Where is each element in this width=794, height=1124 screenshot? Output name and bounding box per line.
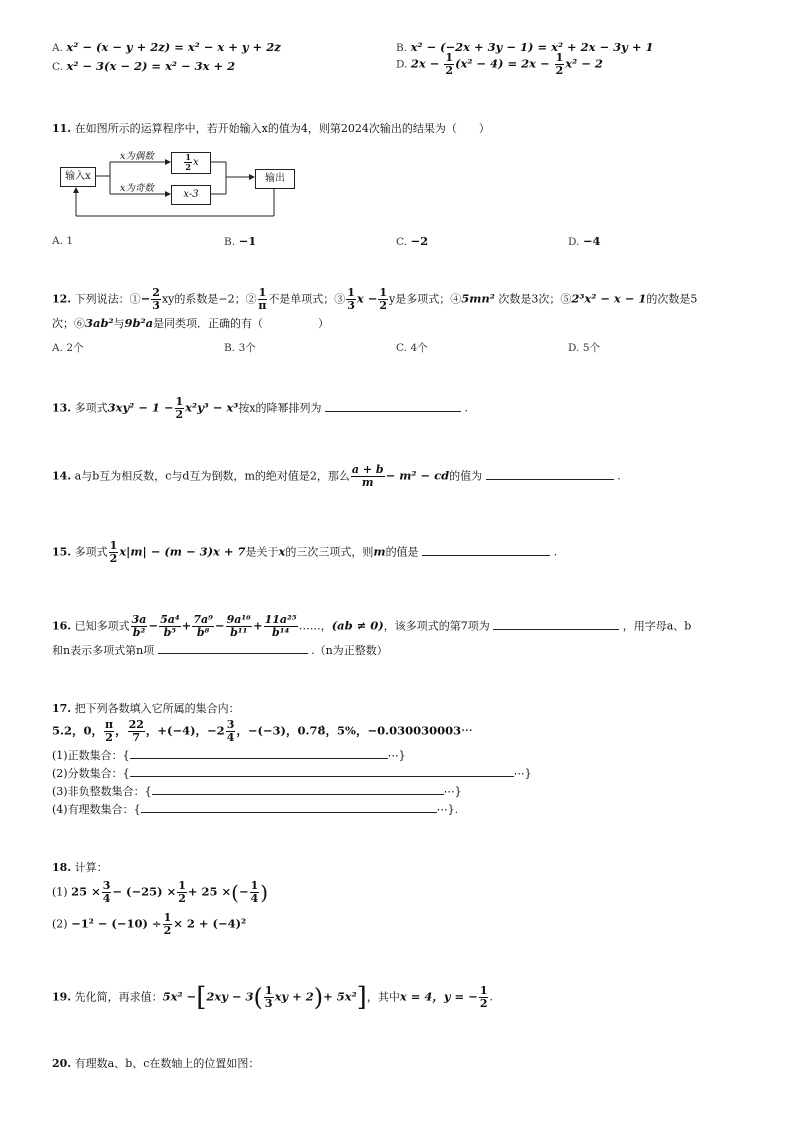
question-11-stem — [52, 122, 490, 136]
set-nonnegative-integer: (3)非负整数集合：{ ⋯} — [52, 782, 462, 799]
flowchart — [52, 146, 312, 224]
set-fraction: (2)分数集合：{ ⋯} — [52, 764, 532, 781]
fraction: $\frac{1}{3}$ — [347, 286, 355, 312]
answer-blank-nth-term[interactable] — [158, 641, 308, 654]
question-16-line1: 16. 已知多项式 $\frac{3a}{\text{b²}}$ − $\frac{\text{5a⁴}}{\text{b⁵}}$ + $\frac{\text{7a⁹}}{\text{b⁸}}$ − $\frac{\text{9a¹⁶}}{\text{b¹¹}}$ + $\frac{\text{11a²⁵}}{\text{b¹⁴}}$ ……，(ab ≠ 0)，该多项式的第7项为 ，用字母a、b — [52, 613, 692, 639]
flow-minus-three-box: x-3 — [171, 185, 211, 205]
option-label: C. — [52, 61, 63, 73]
option-label: D. — [396, 58, 408, 71]
question-number: 11. — [52, 122, 72, 135]
fraction: $\frac{1}{\pi}$ — [258, 286, 267, 312]
fraction: $\frac{1}{2}$ — [379, 286, 388, 312]
question-17-numbers: 5.2，0， $\frac{\pi}{2}$ ， $\frac{22}{7}$ ，+(−4)，−2 $\frac{3}{4}$ ，−(−3)，0.78̇，5%，−0.030030003⋯ — [52, 718, 473, 744]
answer-blank[interactable] — [325, 399, 461, 412]
prev-option-c — [52, 59, 235, 74]
fraction: $\frac{1}{2}$ — [109, 539, 118, 565]
q12-option-a: A. 2个 — [52, 342, 84, 354]
fraction: $\frac{\text{9a¹⁶}}{\text{b¹¹}}$ — [226, 613, 251, 639]
question-20: 20. 有理数a、b、c在数轴上的位置如图： — [52, 1057, 260, 1070]
fraction: $\frac{1}{4}$ — [250, 879, 259, 905]
fraction: $\frac{\pi}{2}$ — [105, 718, 114, 744]
fraction: $\frac{a + b}{m}$ — [351, 463, 384, 489]
q12-option-b: B. 3个 — [224, 342, 256, 354]
fraction: $\frac{3}{4}$ — [102, 879, 111, 905]
fraction: $\frac{22}{7}$ — [128, 718, 144, 744]
fraction: $\frac{1}{3}$ — [264, 984, 273, 1010]
q11-option-c: C. −2 — [396, 234, 429, 248]
q12-option-d: D. 5个 — [568, 342, 601, 354]
set-blank[interactable] — [152, 782, 444, 795]
question-12-line1: 12. 下列说法：①− $\frac{2}{3}$ xy的系数是−2；② $\frac{1}{\pi}$ 不是单项式；③ $\frac{1}{3}$ x − $\frac{1}{2}$ y是多项式；④5mn² 次数是3次；⑤2³x² − x − 1的次数是5 — [52, 286, 698, 312]
fraction: $\frac{1}{2}$ — [178, 879, 186, 905]
q11-option-b: B. −1 — [224, 234, 257, 248]
question-text: 在如图所示的运算程序中，若开始输入x的值为4，则第2024次输出的结果为（ ） — [74, 122, 490, 135]
set-blank[interactable] — [141, 800, 437, 813]
question-12-line2: 次；⑥3ab²与9b²a是同类项．正确的有（ ） — [52, 316, 330, 330]
option-label: B. — [396, 42, 408, 54]
question-18-stem: 18. 计算： — [52, 861, 108, 874]
question-13: 13. 多项式3xy² − 1 − $\frac{1}{2}$ x²y³ − x³按x的降幂排列为 . — [52, 395, 469, 421]
answer-blank-seventh-term[interactable] — [493, 617, 619, 630]
set-blank[interactable] — [130, 764, 514, 777]
q11-option-a: A. 1 — [52, 235, 74, 247]
fraction: $\frac{1}{2}$ — [555, 51, 564, 77]
question-18-part1: (1) 25 × $\frac{3}{4}$ − (−25) × $\frac{1}{2}$ + 25 ×(− $\frac{1}{4}$ ) — [52, 879, 269, 905]
fraction: $\frac{1}{2}$ — [445, 51, 454, 77]
fraction: $\frac{\text{11a²⁵}}{\text{b¹⁴}}$ — [264, 613, 297, 639]
fraction: $\frac{1}{2}$ — [185, 152, 191, 172]
question-17-stem: 17. 把下列各数填入它所属的集合内： — [52, 702, 240, 715]
option-expression: x² − 3(x − 2) = x² − 3x + 2 — [66, 59, 236, 73]
fraction: $\frac{\text{7a⁹}}{\text{b⁸}}$ — [193, 613, 213, 639]
fraction: $\frac{1}{2}$ — [163, 911, 172, 937]
fraction: $\frac{1}{2}$ — [175, 395, 184, 421]
q12-option-c: C. 4个 — [396, 342, 428, 354]
option-expression: x² − (−2x + 3y − 1) = x² + 2x − 3y + 1 — [410, 40, 654, 54]
prev-option-a — [52, 40, 281, 55]
fraction: $\frac{\text{5a⁴}}{\text{b⁵}}$ — [160, 613, 180, 639]
option-label: A. — [52, 42, 63, 54]
set-rational: (4)有理数集合：{ ⋯}. — [52, 800, 458, 817]
flow-output-box: 输出 — [255, 169, 295, 189]
question-16-line2: 和n表示多项式第n项 .（n为正整数） — [52, 641, 388, 658]
fraction: $\frac{3a}{\text{b²}}$ — [131, 613, 147, 639]
question-15: 15. 多项式 $\frac{1}{2}$ x|m| − (m − 3)x + 7是关于x的三次三项式，则m的值是 . — [52, 539, 558, 565]
fraction: $\frac{2}{3}$ — [152, 286, 160, 312]
q11-option-d: D. −4 — [568, 234, 601, 248]
question-18-part2: (2) −1² − (−10) ÷ $\frac{1}{2}$ × 2 + (−4)² — [52, 911, 247, 937]
set-blank[interactable] — [130, 746, 388, 759]
flow-half-box: $\frac{1}{2}$ x — [171, 152, 211, 174]
flow-odd-label: x为奇数 — [120, 183, 154, 194]
answer-blank[interactable] — [422, 543, 550, 556]
question-14: 14. a与b互为相反数，c与d互为倒数，m的绝对值是2，那么 $\frac{a + b}{m}$ − m² − cd的值为 . — [52, 463, 621, 489]
question-19: 19. 先化简，再求值：5x² −[2xy − 3( $\frac{1}{3}$ xy + 2)+ 5x²]，其中x = 4，y = − $\frac{1}{2}$ . — [52, 982, 493, 1013]
option-expression: x² − (x − y + 2z) = x² − x + y + 2z — [66, 40, 281, 54]
prev-option-d: D. 2x − $\frac{1}{2}$ (x² − 4) = 2x − $\frac{1}{2}$ x² − 2 — [396, 51, 603, 77]
flow-input-box: 输入x — [60, 167, 96, 187]
fraction: $\frac{1}{2}$ — [479, 984, 488, 1010]
fraction: $\frac{3}{4}$ — [226, 718, 235, 744]
flow-even-label: x为偶数 — [120, 151, 154, 162]
answer-blank[interactable] — [486, 467, 614, 480]
set-positive: (1)正数集合：{ ⋯} — [52, 746, 406, 763]
